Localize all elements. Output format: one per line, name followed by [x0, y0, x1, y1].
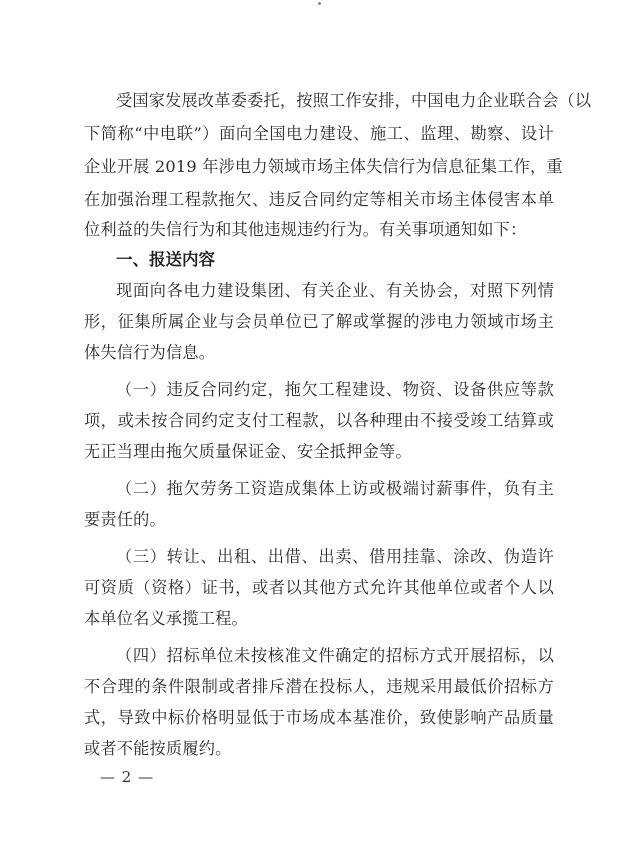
item-3-line: 本单位名义承揽工程。 — [84, 609, 248, 628]
item-1-line: （一）违反合同约定，拖欠工程建设、物资、设备供应等款 — [116, 380, 554, 399]
intro-line: 在加强治理工程款拖欠、违反合同约定等相关市场主体侵害本单 — [84, 190, 554, 209]
item-2-line: 要责任的。 — [84, 510, 166, 529]
item-1-line: 项，或未按合同约定支付工程款，以各种理由不接受竣工结算或 — [84, 411, 554, 430]
item-4-line: 或者不能按质履约。 — [84, 739, 232, 758]
page-number: — 2 — — [100, 768, 155, 786]
item-4-line: 式，导致中标价格明显低于市场成本基准价，致使影响产品质量 — [84, 708, 554, 727]
section-heading: 一、报送内容 — [116, 250, 215, 269]
item-1-line: 无正当理由拖欠质量保证金、安全抵押金等。 — [84, 442, 412, 461]
intro-line: 位利益的失信行为和其他违规违约行为。有关事项通知如下： — [84, 220, 527, 239]
scan-speck — [318, 2, 321, 5]
scope-line: 现面向各电力建设集团、有关企业、有关协会，对照下列情 — [116, 281, 554, 300]
item-4-line: （四）招标单位未按核准文件确定的招标方式开展招标，以 — [116, 646, 554, 665]
item-2-line: （二）拖欠劳务工资造成集体上访或极端讨薪事件，负有主 — [116, 479, 554, 498]
scope-line: 形，征集所属企业与会员单位已了解或掌握的涉电力领域市场主 — [84, 312, 554, 331]
item-4-line: 不合理的条件限制或者排斥潜在投标人，违规采用最低价招标方 — [84, 677, 554, 696]
item-3-line: （三）转让、出租、出借、出卖、借用挂靠、涂改、伪造许 — [116, 547, 554, 566]
intro-line: 企业开展 2019 年涉电力领域市场主体失信行为信息征集工作，重 — [84, 157, 563, 176]
intro-line: 受国家发展改革委委托，按照工作安排，中国电力企业联合会（以 — [116, 91, 592, 110]
scope-line: 体失信行为信息。 — [84, 343, 216, 362]
intro-line: 下简称“中电联”）面向全国电力建设、施工、监理、勘察、设计 — [84, 124, 554, 143]
item-3-line: 可资质（资格）证书，或者以其他方式允许其他单位或者个人以 — [84, 578, 554, 597]
